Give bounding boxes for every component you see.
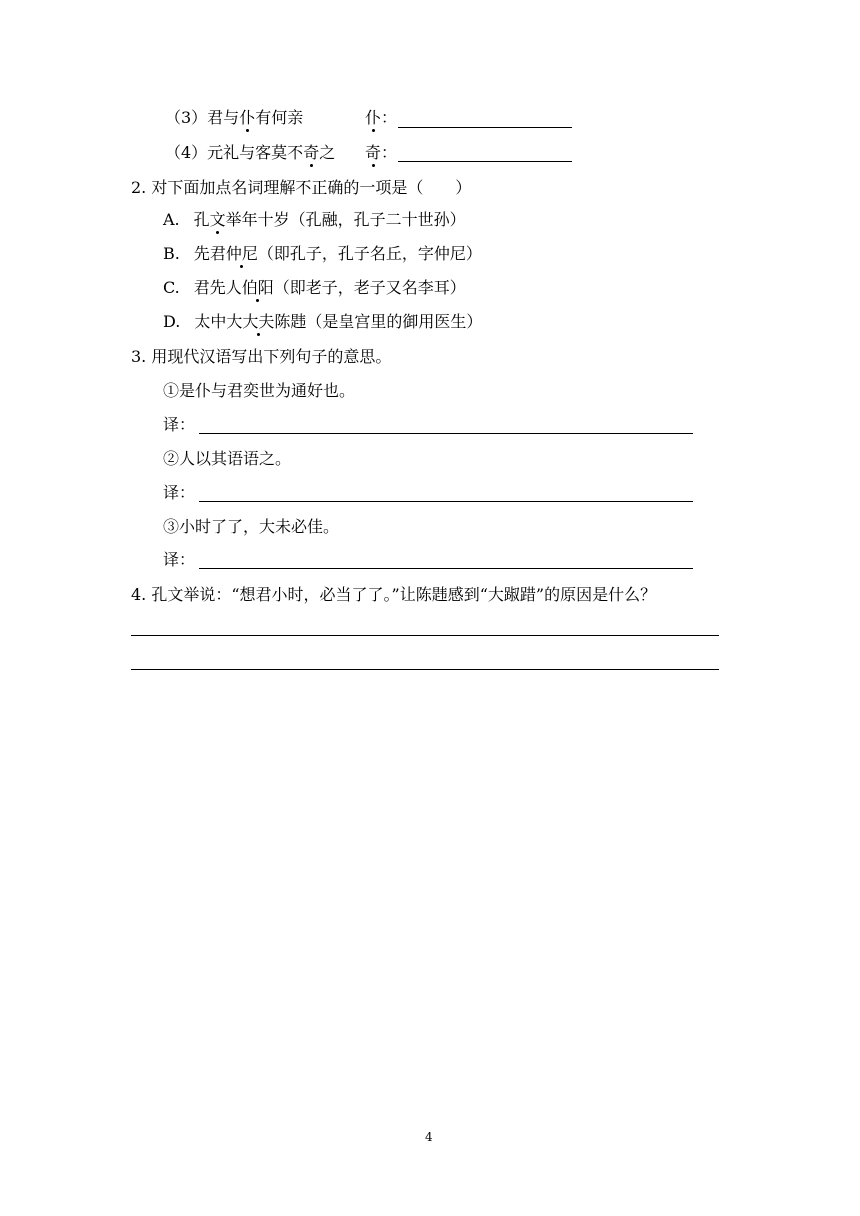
q2-option-c-dotted: 伯阳 — [241, 278, 274, 297]
q2-option-a-letter: A. — [163, 210, 180, 229]
q1-item-4-dotted-char: 奇 — [303, 143, 320, 162]
q2-stem: 2. 对下面加点名词理解不正确的一项是（ ） — [131, 178, 472, 197]
q1-item-3-answer-line[interactable] — [398, 127, 572, 128]
q3-answer-line-3[interactable] — [199, 568, 693, 569]
q2-option-c-text: （即老子，老子又名李耳） — [273, 278, 466, 297]
q2-option-d-text: 陈韪（是皇宫里的御用医生） — [274, 312, 483, 331]
q2-option-b-pre: 先君 — [193, 244, 226, 263]
q3-translate-label-2: 译： — [163, 483, 196, 502]
q2-option-b — [163, 244, 482, 264]
q2-option-d-dotted: 大夫 — [242, 312, 275, 331]
q2-option-d-letter: D. — [163, 312, 181, 331]
q3-sentence-3: ③小时了了，大未必佳。 — [163, 517, 340, 536]
q3-sentence-1: ①是仆与君奕世为通好也。 — [163, 381, 356, 400]
q1-item-4-suffix: 之 — [319, 143, 336, 162]
q4-answer-line-2[interactable] — [131, 669, 719, 670]
q3-stem: 3. 用现代汉语写出下列句子的意思。 — [131, 347, 392, 366]
q1-item-3-prefix: （3）君与 — [165, 108, 240, 127]
q2-option-b-dotted: 仲尼 — [225, 244, 258, 263]
q2-option-c-pre: 君先人 — [193, 278, 242, 297]
q1-item-4-answer-line[interactable] — [398, 161, 572, 162]
q2-option-c-letter: C. — [163, 278, 180, 297]
q1-item-4-colon: ： — [381, 143, 398, 162]
q4-answer-line-1[interactable] — [131, 635, 719, 636]
q1-item-3-suffix: 有何亲 — [255, 108, 304, 127]
q2-option-d — [163, 312, 482, 332]
q1-item-3-label-char: 仆 — [365, 108, 382, 127]
q1-item-4-label — [365, 143, 397, 163]
q3-translate-label-1: 译： — [163, 415, 196, 434]
q2-option-c — [163, 278, 466, 298]
q3-answer-line-2[interactable] — [199, 501, 693, 502]
page-number: 4 — [425, 1130, 433, 1144]
q1-item-3-label — [365, 108, 397, 128]
q2-option-a — [163, 210, 466, 230]
q2-option-b-letter: B. — [163, 244, 180, 263]
q2-option-d-pre: 太中大 — [194, 312, 243, 331]
q3-answer-line-1[interactable] — [199, 433, 693, 434]
q1-item-3 — [165, 108, 303, 128]
q1-item-3-dotted-char: 仆 — [239, 108, 256, 127]
q3-sentence-2: ②人以其语语之。 — [163, 449, 292, 468]
q1-item-4 — [165, 143, 335, 163]
q1-item-4-label-char: 奇 — [365, 143, 382, 162]
q4-stem: 4. 孔文举说：“想君小时，必当了了。”让陈韪感到“大踧踖”的原因是什么？ — [131, 585, 657, 604]
q1-item-4-prefix: （4）元礼与客莫不 — [165, 143, 304, 162]
q3-translate-label-3: 译： — [163, 550, 196, 569]
q1-item-3-colon: ： — [381, 108, 398, 127]
q2-option-a-dotted: 孔文举 — [193, 210, 242, 229]
q2-option-a-text: 年十岁（孔融，孔子二十世孙） — [241, 210, 466, 229]
q2-option-b-text: （即孔子，孔子名丘，字仲尼） — [257, 244, 482, 263]
